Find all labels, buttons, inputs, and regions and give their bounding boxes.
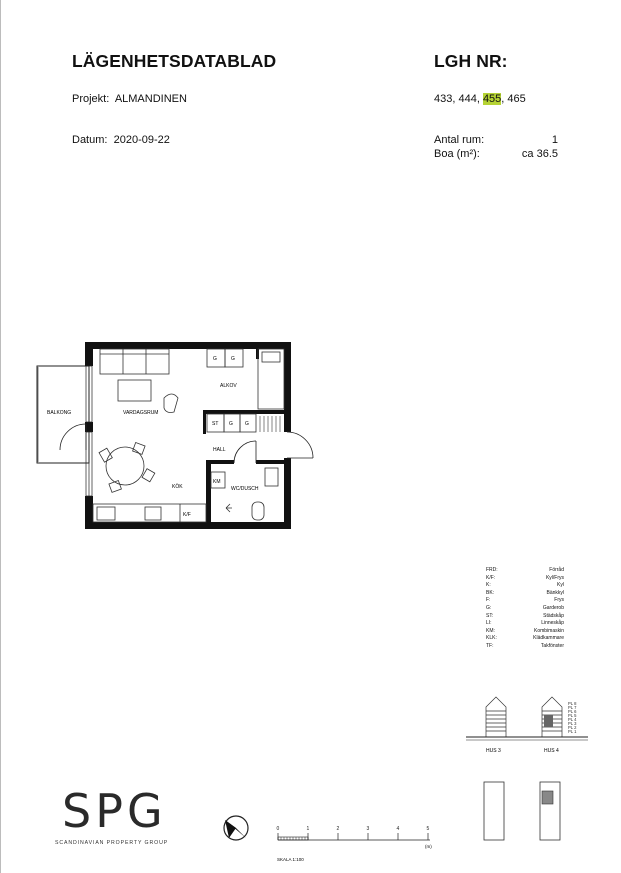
label-g-hall-2: G [245, 421, 249, 427]
legend-row [486, 643, 564, 651]
legend-description: Bänkkyl [546, 589, 564, 596]
rooms-value: 1 [551, 134, 558, 146]
legend-row [486, 605, 564, 613]
label-g-alkov-2: G [231, 356, 235, 362]
legend-code: K/F: [486, 574, 496, 581]
bed [258, 349, 284, 409]
coat-rack [260, 416, 280, 432]
label-km: KM [213, 479, 221, 485]
legend-code: KLK: [486, 635, 497, 642]
floor-label: PL 5 [568, 713, 577, 718]
label-kok: KÖK [172, 484, 183, 490]
legend-description: Förråd [549, 567, 564, 573]
project-value: ALMANDINEN [114, 93, 187, 105]
floor-label: PL 3 [568, 721, 577, 726]
house-3-footprint [484, 782, 504, 840]
sofa [100, 349, 169, 374]
legend-row [486, 567, 564, 575]
highlighted-unit-footprint [542, 791, 553, 804]
legend-code: TF: [486, 642, 494, 649]
logo-mark: SPG [62, 784, 167, 838]
scale-tick-label: 1 [306, 826, 310, 832]
area-value: ca 36.5 [521, 148, 558, 160]
house-3-elevation [486, 697, 506, 737]
floor-label: PL 8 [568, 701, 577, 706]
date-value: 2020-09-22 [113, 134, 170, 146]
page-title: LÄGENHETSDATABLAD [72, 51, 277, 71]
label-hus-4: HUS 4 [544, 748, 559, 754]
label-wc: WC/DUSCH [231, 486, 259, 492]
legend-row [486, 582, 564, 590]
outer-walls [85, 342, 291, 529]
legend-description: Städskåp [543, 612, 564, 619]
north-arrow-icon [222, 814, 252, 844]
floor-plan [30, 336, 330, 536]
project-label: Projekt: [72, 93, 110, 105]
label-hus-3: HUS 3 [486, 748, 501, 754]
date-label: Datum: [72, 134, 108, 146]
coffee-table [118, 380, 151, 401]
logo-subtitle: SCANDINAVIAN PROPERTY GROUP [55, 840, 169, 846]
legend-description: Kyl/Frys [545, 574, 564, 581]
area-label: Boa (m²): [434, 148, 480, 160]
scale-tick-label: 4 [396, 826, 400, 832]
label-st: ST [212, 421, 219, 427]
rooms-label: Antal rum: [434, 134, 485, 146]
legend-description: Linneskåp [541, 620, 564, 627]
rooms-info [434, 134, 558, 146]
legend-description: Kombimaskin [533, 627, 564, 634]
legend-row [486, 635, 564, 643]
lgh-number-list-b: , 465 [501, 93, 526, 105]
legend-description: Takfönster [540, 642, 564, 649]
floor-label: PL 7 [568, 705, 577, 710]
legend-code: FRD: [486, 567, 498, 573]
interior-walls [203, 349, 284, 523]
highlighted-unit-elevation [544, 715, 553, 727]
lgh-title: LGH NR: [434, 51, 508, 71]
label-g-alkov-1: G [213, 356, 217, 362]
legend-description: Frys [554, 597, 564, 604]
bathroom-fixtures [211, 468, 278, 520]
legend-description: Garderob [542, 604, 564, 611]
legend-row [486, 620, 564, 628]
lgh-numbers [434, 93, 526, 105]
scale-tick-label: 0 [276, 826, 280, 832]
scale-tick-label: 2 [336, 826, 340, 832]
scale-unit: (m) [425, 844, 432, 849]
floor-label: PL 4 [568, 717, 577, 722]
project-info [72, 93, 187, 105]
label-vardagsrum: VARDAGSRUM [123, 410, 159, 416]
scale-label: SKALA 1:100 [277, 857, 304, 862]
legend-code: LI: [486, 620, 492, 627]
page-edge [0, 0, 1, 873]
label-kf: K/F [183, 512, 191, 518]
key-plan-footprint [478, 778, 578, 844]
scale-tick-label: 5 [426, 826, 430, 832]
key-plan-elevation [462, 693, 592, 755]
legend-description: Klädkammare [533, 635, 564, 642]
floor-label: PL 2 [568, 725, 577, 730]
floor-label: PL 6 [568, 709, 577, 714]
area-info [434, 148, 558, 160]
lgh-number-highlighted: 455 [482, 93, 502, 105]
entrance-door-arc [287, 432, 313, 458]
date-info [72, 134, 170, 146]
legend-code: ST: [486, 612, 494, 619]
lgh-number-list-a: 433, 444, [434, 93, 483, 105]
legend [486, 567, 564, 651]
floor-label: PL 1 [568, 729, 577, 734]
legend-row [486, 590, 564, 598]
armchair [164, 394, 178, 413]
label-hall: HALL [213, 447, 226, 453]
label-alkov: ALKOV [220, 383, 237, 389]
legend-code: G: [486, 604, 492, 611]
legend-code: KM: [486, 627, 495, 634]
legend-code: F: [486, 597, 491, 604]
label-g-hall-1: G [229, 421, 233, 427]
balcony-door-arc [60, 424, 86, 450]
legend-description: Kyl [557, 582, 564, 589]
scale-bar [270, 814, 440, 866]
legend-code: K: [486, 582, 491, 589]
legend-row [486, 628, 564, 636]
bathroom-door-arc [234, 441, 256, 463]
scale-tick-label: 3 [366, 826, 370, 832]
legend-row [486, 575, 564, 583]
legend-row [486, 597, 564, 605]
legend-code: BK: [486, 589, 495, 596]
label-balkong: BALKONG [47, 410, 72, 416]
floor-labels [568, 701, 577, 734]
